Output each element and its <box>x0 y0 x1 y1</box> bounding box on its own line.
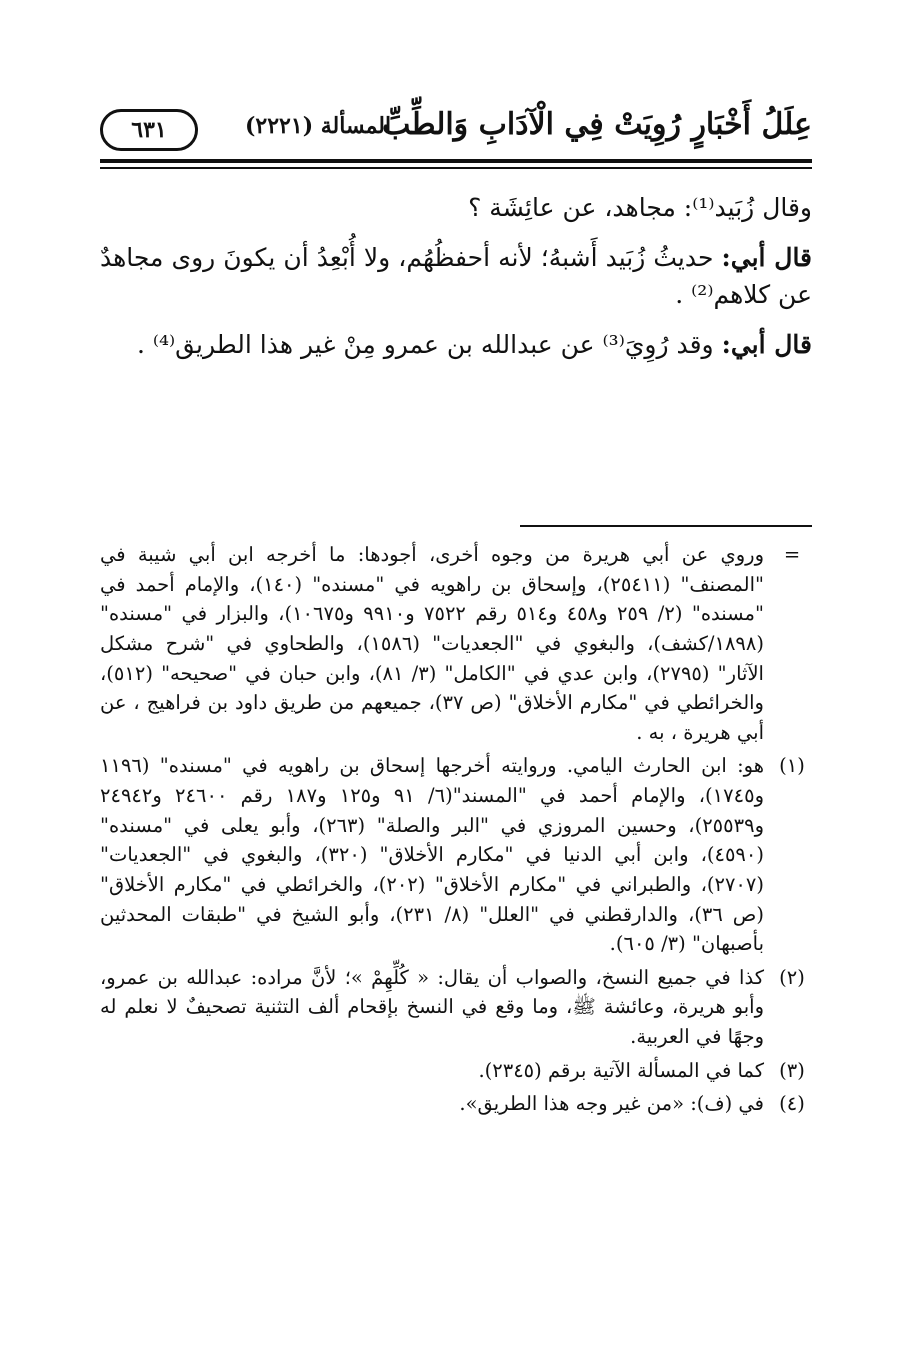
speaker-label: قال أبي: <box>721 243 813 273</box>
main-text <box>100 190 812 377</box>
footnote-text: وروي عن أبي هريرة من وجوه أخرى، أجودها: ما أخرجه ابن أبي شيبة في "المصنف" (٢٥٤١١)، وإسحاق بن راهويه في "مسنده" (١٤٠)، والإمام أحمد في "مسنده" (٢/ ٢٥٩ و٤٥٨ و٥١٤ رقم ٧٥٢٢ و٩٩١٠ و١٠٦٧٥)، والبزار في "مسنده" (١٨٩٨/كشف)، والبغوي في "الجعديات" (١٥٨٦)، والطحاوي في "شرح مشكل الآثار" (٢٧٩٥)، وابن عدي في "الكامل" (٣/ ٨١)، وابن حبان في "صحيحه" (٥١٢)، والخرائطي في "مكارم الأخلاق" (ص ٣٧)، جميعهم من طريق داود بن فراهيج ، عن أبي هريرة ، به . <box>100 543 765 744</box>
paragraph-3 <box>100 327 812 363</box>
header-rule-thin <box>100 167 812 169</box>
footnote-text: كذا في جميع النسخ، والصواب أن يقال: « كُلِّهِمْ »؛ لأنَّ مراده: عبدالله بن عمرو، وأبو هريرة، وعائشة ﷺ، وما وقع في النسخ بإقحام ألف التثنية تصحيفٌ لا نعلم له وجهًا في العربية. <box>100 965 764 1048</box>
footnote-mark: (١) <box>779 754 805 778</box>
footnotes <box>100 540 812 1123</box>
paragraph-2 <box>100 240 812 313</box>
page-header <box>100 105 812 157</box>
running-title: عِلَلُ أَخْبَارٍ رُوِيَتْ فِي الْآدَابِ وَالطِّبِّ <box>382 107 812 142</box>
issue-label: المسألة (٢٢٢١) <box>245 113 392 139</box>
footnote-text: في (ف): «من غير وجه هذا الطريق». <box>459 1092 764 1116</box>
footnote-mark: (٣) <box>779 1058 805 1082</box>
footnote-mark: (٤) <box>779 1092 805 1116</box>
speaker-label: قال أبي: <box>721 329 812 359</box>
footnote-mark: = <box>783 543 801 566</box>
footnote-text: هو: ابن الحارث اليامي. وروايته أخرجها إسحاق بن راهويه في "مسنده" (١١٩٦ و١٧٤٥)، والإمام أحمد في "المسند"(٦/ ٩١ و١٢٥ و١٨٧ رقم ٢٤٦٠٠ و٢٤٩٤٢ و٢٥٥٣٩)، وحسين المروزي في "البر والصلة" (٢٦٣)، وأبو يعلى في "مسنده" (٤٥٩٠)، وابن أبي الدنيا في "مكارم الأخلاق" (٣٢٠)، والبغوي في "الجعديات" (٢٧٠٧)، والطبراني في "مكارم الأخلاق" (٢٠٢)، والخرائطي في "مكارم الأخلاق" (ص ٣٦)، والدارقطني في "العلل" (٨/ ٢٣١)، وأبو الشيخ في "طبقات المحدثين بأصبهان" (٣/ ٦٠٥). <box>100 754 764 956</box>
footnote-text: كما في المسألة الآتية برقم (٢٣٤٥). <box>478 1058 764 1082</box>
paragraph-2-text: حديثُ زُبَيد أَشبهُ؛ لأنه أحفظُهُم، ولا أُبْعِدُ أن يكونَ روى مجاهدٌ عن كلاهم⁽²⁾ . <box>100 243 812 309</box>
footnote-continuation <box>100 540 812 747</box>
paragraph-1: وقال زُبَيد⁽¹⁾: مجاهد، عن عائِشَة ؟ <box>468 193 812 222</box>
footnote-mark: (٢) <box>779 965 805 989</box>
footnote-3 <box>100 1056 812 1086</box>
footnote-1 <box>100 751 812 958</box>
footnote-2 <box>100 963 812 1052</box>
header-rule-thick <box>100 159 812 163</box>
footnote-separator <box>520 525 812 527</box>
paragraph-3-text: وقد رُوِيَ⁽³⁾ عن عبدالله بن عمرو مِنْ غير هذا الطريق⁽⁴⁾ . <box>136 329 722 359</box>
page-number-badge: ٦٣١ <box>100 109 198 151</box>
footnote-4 <box>100 1089 812 1119</box>
